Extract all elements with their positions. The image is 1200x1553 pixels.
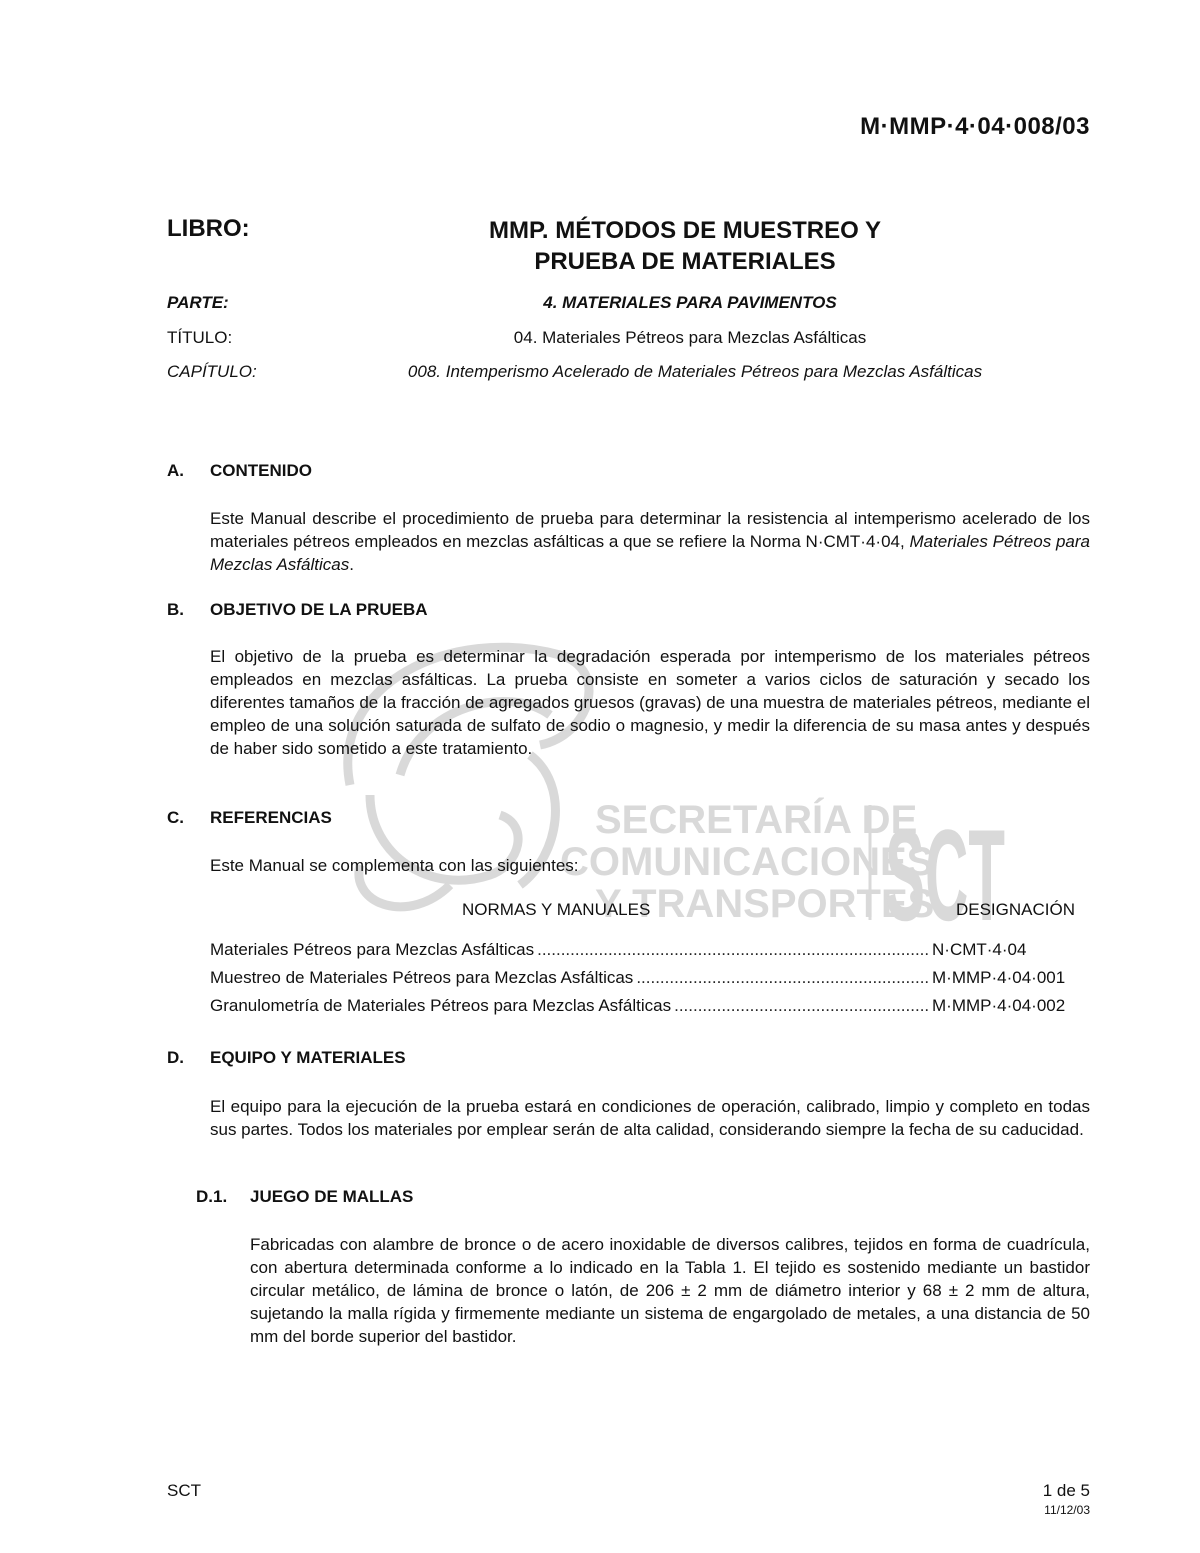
- parte-value: 4. MATERIALES PARA PAVIMENTOS: [543, 293, 837, 312]
- section-a-title: CONTENIDO: [210, 461, 312, 480]
- reference-leader: [537, 940, 929, 960]
- reference-name: Materiales Pétreos para Mezclas Asfálticas: [210, 940, 535, 959]
- section-b-title: OBJETIVO DE LA PRUEBA: [210, 600, 428, 619]
- section-d1-text: Fabricadas con alambre de bronce o de acero inoxidable de diversos calibres, tejidos en forma de cuadrícula, con abertura determinada conforme a lo indicado en la Tabla 1. El tejido es sostenido mediante un bastidor circular metálico, de lámina de bronce o latón, de 206 ± 2 mm de diámetro interior y 68 ± 2 mm de altura, sujetando la malla rígida y firmemente mediante un sistema de engargolado de metales, a una distancia de 50 mm del borde superior del bastidor.: [250, 1235, 1090, 1346]
- footer-date: 11/12/03: [1044, 1503, 1090, 1517]
- reference-designation: N·CMT·4·04: [932, 940, 1027, 959]
- reference-row: [210, 996, 1080, 1016]
- watermark-logo: SCT: [885, 802, 1005, 925]
- footer-org: SCT: [167, 1481, 201, 1500]
- references-col-left: NORMAS Y MANUALES: [462, 900, 651, 919]
- section-d-text: El equipo para la ejecución de la prueba estará en condiciones de operación, calibrado, limpio y completo en todas sus partes. Todos los materiales por emplear serán de alta calidad, considerando siempre la fecha de su caducidad.: [210, 1097, 1090, 1139]
- capitulo-value: 008. Intemperismo Acelerado de Materiales Pétreos para Mezclas Asfálticas: [407, 362, 983, 381]
- section-d1-number: D.1.: [196, 1187, 228, 1206]
- reference-name: Granulometría de Materiales Pétreos para Mezclas Asfálticas: [210, 996, 672, 1015]
- parte-label: PARTE:: [167, 293, 229, 312]
- titulo-label: TÍTULO:: [167, 328, 233, 347]
- watermark-line3: Y TRANSPORTES: [595, 882, 935, 925]
- references-col-right: DESIGNACIÓN: [955, 900, 1075, 919]
- reference-name: Muestreo de Materiales Pétreos para Mezclas Asfálticas: [210, 968, 634, 987]
- reference-row: [210, 940, 1080, 960]
- section-a-text-italic: Materiales Pétreos para Mezclas Asfálticas: [210, 532, 1090, 574]
- section-b-letter: B.: [167, 600, 184, 619]
- reference-row: [210, 968, 1080, 988]
- reference-designation: M·MMP·4·04·001: [932, 968, 1066, 987]
- section-d1-title: JUEGO DE MALLAS: [250, 1187, 414, 1206]
- section-a-text: [210, 507, 1090, 576]
- watermark-line2: COMUNICACIONES: [560, 840, 934, 884]
- document-code: M·MMP·4·04·008/03: [860, 113, 1090, 140]
- capitulo-label: CAPÍTULO:: [167, 362, 257, 381]
- section-a-letter: A.: [167, 461, 184, 480]
- section-d-title: EQUIPO Y MATERIALES: [210, 1048, 406, 1067]
- section-c-title: REFERENCIAS: [210, 808, 332, 827]
- section-a-text-end: .: [349, 555, 354, 574]
- section-a-text-main: Este Manual describe el procedimiento de prueba para determinar la resistencia al intemperismo acelerado de los materiales pétreos empleados en mezclas asfálticas a que se refiere la Norma N·CMT·4·04,: [210, 509, 1090, 551]
- footer-page-number: 1 de 5: [1042, 1481, 1090, 1500]
- section-c-letter: C.: [167, 808, 184, 827]
- section-d-letter: D.: [167, 1048, 184, 1067]
- libro-label: LIBRO:: [167, 215, 250, 242]
- section-b-text: El objetivo de la prueba es determinar la degradación esperada por intemperismo de los materiales pétreos empleados en mezclas asfálticas. La prueba consiste en someter a varios ciclos de saturación y secado los diferentes tamaños de la fracción de agregados gruesos (gravas) de una muestra de materiales pétreos, mediante el empleo de una solución saturada de sulfato de sodio o magnesio, y medir la diferencia de su masa antes y después de haber sido sometido a este tratamiento.: [210, 647, 1090, 758]
- titulo-value: 04. Materiales Pétreos para Mezclas Asfálticas: [513, 328, 867, 347]
- watermark-line1: SECRETARÍA DE: [595, 798, 918, 842]
- reference-leader: [636, 968, 929, 988]
- reference-designation: M·MMP·4·04·002: [932, 996, 1066, 1015]
- libro-value-line1: MMP. MÉTODOS DE MUESTREO Y: [488, 217, 882, 244]
- reference-leader: [674, 996, 929, 1016]
- libro-value-line2: PRUEBA DE MATERIALES: [534, 248, 836, 275]
- libro-value: [400, 215, 970, 277]
- section-c-intro: Este Manual se complementa con las siguientes:: [210, 856, 579, 875]
